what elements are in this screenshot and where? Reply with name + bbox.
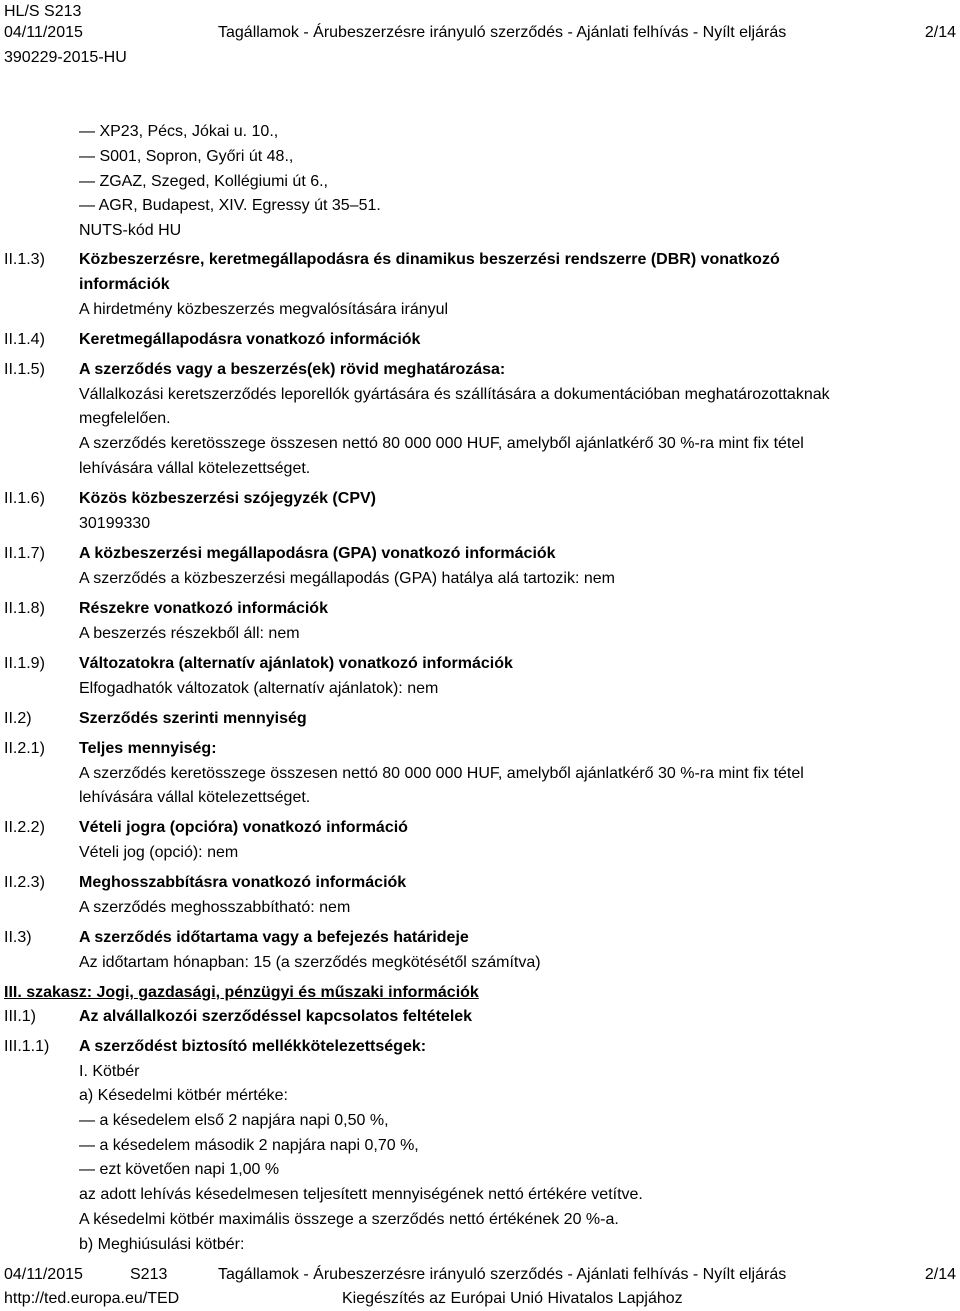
section-number: II.1.5) [4,361,45,378]
section-text: Vállalkozási keretszerződés leporellók gyártására és szállítására a dokumentációban meghatározottaknak [79,386,830,403]
footer-url: http://ted.europa.eu/TED [4,1290,180,1307]
header-title: Tagállamok - Árubeszerzésre irányuló szerződés - Ajánlati felhívás - Nyílt eljárás [218,24,787,41]
section-number: II.1.7) [4,545,45,562]
address-line: — S001, Sopron, Győri út 48., [79,148,294,165]
section-number: II.1.6) [4,490,45,507]
section-text: lehívására vállal kötelezettséget. [79,789,311,806]
section-number: II.1.4) [4,331,45,348]
section-number: II.2.2) [4,819,45,836]
section-title: A szerződés időtartama vagy a befejezés határideje [79,929,469,946]
section-title: Közbeszerzésre, keretmegállapodásra és dinamikus beszerzési rendszerre (DBR) vonatkozó [79,251,780,268]
section-title: A szerződés vagy a beszerzés(ek) rövid meghatározása: [79,361,506,378]
section-title: Keretmegállapodásra vonatkozó információk [79,331,421,348]
section-text: Vételi jog (opció): nem [79,844,239,861]
page-footer [4,1262,956,1311]
header-reference: 390229-2015-HU [4,49,127,66]
doc-series: HL/S S213 [4,3,82,20]
address-line: — AGR, Budapest, XIV. Egressy út 35–51. [79,197,381,214]
section-title: Teljes mennyiség: [79,740,217,757]
footer-date: 04/11/2015 [4,1266,83,1283]
section-title: Változatokra (alternatív ajánlatok) vonatkozó információk [79,655,513,672]
section-number: II.1.9) [4,655,45,672]
section-text: megfelelően. [79,410,171,427]
section-title: A szerződést biztosító mellékkötelezettségek: [79,1038,427,1055]
section-title: Részekre vonatkozó információk [79,600,328,617]
section-text: A szerződés keretösszege összesen nettó 80 000 000 HUF, amelyből ajánlatkérő 30 %-ra mint fix tétel [79,435,804,452]
section-text: az adott lehívás késedelmesen teljesített mennyiségének nettó értékére vetítve. [79,1186,643,1203]
cpv-code: 30199330 [79,515,151,532]
section-title: Közös közbeszerzési szójegyzék (CPV) [79,490,376,507]
section-number: III.1.1) [4,1038,50,1055]
section-number: III.1) [4,1008,37,1025]
section-text: I. Kötbér [79,1063,140,1080]
section-text: A beszerzés részekből áll: nem [79,625,300,642]
list-item: — a késedelem első 2 napjára napi 0,50 %, [79,1112,389,1129]
section-text: b) Meghiúsulási kötbér: [79,1236,245,1253]
header-page-number: 2/14 [924,24,956,41]
list-item: — ezt követően napi 1,00 % [79,1161,280,1178]
section-number: II.2.3) [4,874,45,891]
address-line: — XP23, Pécs, Jókai u. 10., [79,123,279,140]
page-header [4,0,956,72]
section-title: Szerződés szerinti mennyiség [79,710,307,727]
footer-code: S213 [130,1266,168,1283]
footer-publisher: Kiegészítés az Európai Unió Hivatalos Lapjához [342,1290,683,1307]
section-title: információk [79,276,170,293]
section-text: A késedelmi kötbér maximális összege a szerződés nettó értékének 20 %-a. [79,1211,619,1228]
header-date: 04/11/2015 [4,24,83,41]
address-line: — ZGAZ, Szeged, Kollégiumi út 6., [79,173,328,190]
section-text: A hirdetmény közbeszerzés megvalósítására irányul [79,301,449,318]
section-number: II.1.8) [4,600,45,617]
section-number: II.2.1) [4,740,45,757]
section-text: a) Késedelmi kötbér mértéke: [79,1087,288,1104]
section-number: II.2) [4,710,32,727]
section-text: lehívására vállal kötelezettséget. [79,460,311,477]
list-item: — a késedelem második 2 napjára napi 0,70 %, [79,1137,419,1154]
nuts-code: NUTS-kód HU [79,222,182,239]
section-text: Az időtartam hónapban: 15 (a szerződés megkötésétől számítva) [79,954,541,971]
section-number: II.3) [4,929,32,946]
section-title: Meghosszabbításra vonatkozó információk [79,874,407,891]
section-title: A közbeszerzési megállapodásra (GPA) vonatkozó információk [79,545,556,562]
section-text: A szerződés meghosszabbítható: nem [79,899,351,916]
section-text: Elfogadhatók változatok (alternatív ajánlatok): nem [79,680,439,697]
section-title: Az alvállalkozói szerződéssel kapcsolatos feltételek [79,1008,473,1025]
section-text: A szerződés a közbeszerzési megállapodás (GPA) hatálya alá tartozik: nem [79,570,615,587]
footer-page-number: 2/14 [924,1266,956,1283]
part-heading: III. szakasz: Jogi, gazdasági, pénzügyi és műszaki információk [4,984,479,1001]
footer-title: Tagállamok - Árubeszerzésre irányuló szerződés - Ajánlati felhívás - Nyílt eljárás [218,1266,787,1283]
section-title: Vételi jogra (opcióra) vonatkozó információ [79,819,408,836]
section-number: II.1.3) [4,251,45,268]
section-text: A szerződés keretösszege összesen nettó 80 000 000 HUF, amelyből ajánlatkérő 30 %-ra mint fix tétel [79,765,804,782]
